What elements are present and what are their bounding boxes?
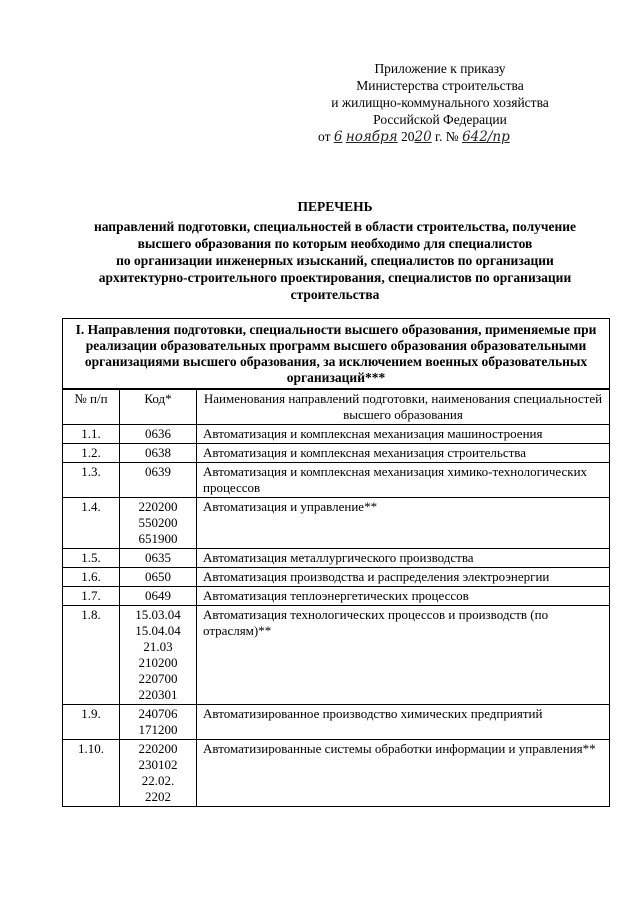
code-value: 0650	[145, 569, 171, 584]
row-name: Автоматизированные системы обработки информации и управления**	[197, 740, 610, 807]
order-number: 642/пр	[462, 129, 510, 145]
row-code	[120, 425, 197, 444]
row-code	[120, 568, 197, 587]
row-code	[120, 444, 197, 463]
specialties-table	[62, 318, 610, 807]
code-value: 171200	[138, 722, 178, 737]
table-body	[63, 425, 610, 807]
from-label: от	[318, 129, 331, 144]
order-year-suffix: 20	[414, 129, 432, 145]
code-value: 240706	[138, 706, 178, 721]
appendix-line-1: Приложение к приказу	[374, 61, 506, 76]
row-number: 1.9.	[63, 705, 120, 740]
row-number: 1.1.	[63, 425, 120, 444]
table-row	[63, 444, 610, 463]
heading-line-2: высшего образования по которым необходимо для специалистов	[137, 236, 533, 251]
code-value: 2202	[145, 789, 171, 804]
code-value: 210200	[138, 655, 178, 670]
code-value: 0649	[145, 588, 171, 603]
code-value: 15.03.04	[135, 607, 181, 622]
code-value: 220700	[138, 671, 178, 686]
document-heading	[50, 198, 620, 303]
order-month: ноября	[345, 129, 398, 145]
row-name: Автоматизация металлургического производства	[197, 549, 610, 568]
row-number: 1.6.	[63, 568, 120, 587]
code-value: 0635	[145, 550, 171, 565]
row-number: 1.2.	[63, 444, 120, 463]
row-code	[120, 705, 197, 740]
table-row	[63, 463, 610, 498]
row-name: Автоматизация и комплексная механизация строительства	[197, 444, 610, 463]
heading-line-4: архитектурно-строительного проектирования, специалистов по организации	[98, 270, 572, 285]
order-date-line	[300, 128, 580, 146]
appendix-line-3: и жилищно-коммунального хозяйства	[331, 95, 549, 110]
appendix-line-2: Министерства строительства	[356, 78, 524, 93]
order-year-prefix: 20	[400, 129, 415, 144]
row-number: 1.3.	[63, 463, 120, 498]
row-code	[120, 498, 197, 549]
row-number: 1.5.	[63, 549, 120, 568]
row-name: Автоматизированное производство химических предприятий	[197, 705, 610, 740]
row-name: Автоматизация и управление**	[197, 498, 610, 549]
code-value: 651900	[138, 531, 178, 546]
code-value: 0636	[145, 426, 171, 441]
section-header: I. Направления подготовки, специальности высшего образования, применяемые при реализации образовательных программ высшего образования образовательными организациями высшего образования, за исключением военных образовательных организаций***	[63, 319, 610, 390]
code-value: 550200	[138, 515, 178, 530]
code-value: 230102	[138, 757, 178, 772]
table-row	[63, 549, 610, 568]
row-code	[120, 587, 197, 606]
order-number-label: г. №	[435, 129, 459, 144]
heading-line-3: по организации инженерных изысканий, специалистов по организации	[116, 253, 554, 268]
row-number: 1.8.	[63, 606, 120, 705]
row-code	[120, 549, 197, 568]
column-header-number: № п/п	[63, 389, 120, 425]
code-value: 220200	[138, 499, 178, 514]
table-row	[63, 606, 610, 705]
heading-line-5: строительства	[290, 287, 380, 302]
code-value: 0638	[145, 445, 171, 460]
code-value: 220200	[138, 741, 178, 756]
row-code	[120, 463, 197, 498]
table-row	[63, 568, 610, 587]
row-name: Автоматизация и комплексная механизация химико-технологических процессов	[197, 463, 610, 498]
heading-line-1: направлений подготовки, специальностей в области строительства, получение	[93, 219, 577, 234]
code-value: 220301	[138, 687, 178, 702]
row-name: Автоматизация и комплексная механизация машиностроения	[197, 425, 610, 444]
row-code	[120, 606, 197, 705]
appendix-line-4: Российской Федерации	[373, 112, 507, 127]
row-code	[120, 740, 197, 807]
column-header-name: Наименования направлений подготовки, наименования специальностей высшего образования	[197, 389, 610, 425]
document-title: ПЕРЕЧЕНЬ	[297, 199, 373, 214]
row-name: Автоматизация технологических процессов и производств (по отраслям)**	[197, 606, 610, 705]
order-day: 6	[333, 129, 343, 145]
row-number: 1.10.	[63, 740, 120, 807]
table-row	[63, 587, 610, 606]
table-row	[63, 425, 610, 444]
code-value: 0639	[145, 464, 171, 479]
code-value: 22.02.	[141, 773, 175, 788]
code-value: 15.04.04	[135, 623, 181, 638]
table-row	[63, 740, 610, 807]
table-row	[63, 705, 610, 740]
column-header-code: Код*	[120, 389, 197, 425]
code-value: 21.03	[143, 639, 173, 654]
row-name: Автоматизация теплоэнергетических процессов	[197, 587, 610, 606]
row-name: Автоматизация производства и распределения электроэнергии	[197, 568, 610, 587]
table-row	[63, 498, 610, 549]
appendix-block	[300, 60, 580, 146]
row-number: 1.7.	[63, 587, 120, 606]
row-number: 1.4.	[63, 498, 120, 549]
